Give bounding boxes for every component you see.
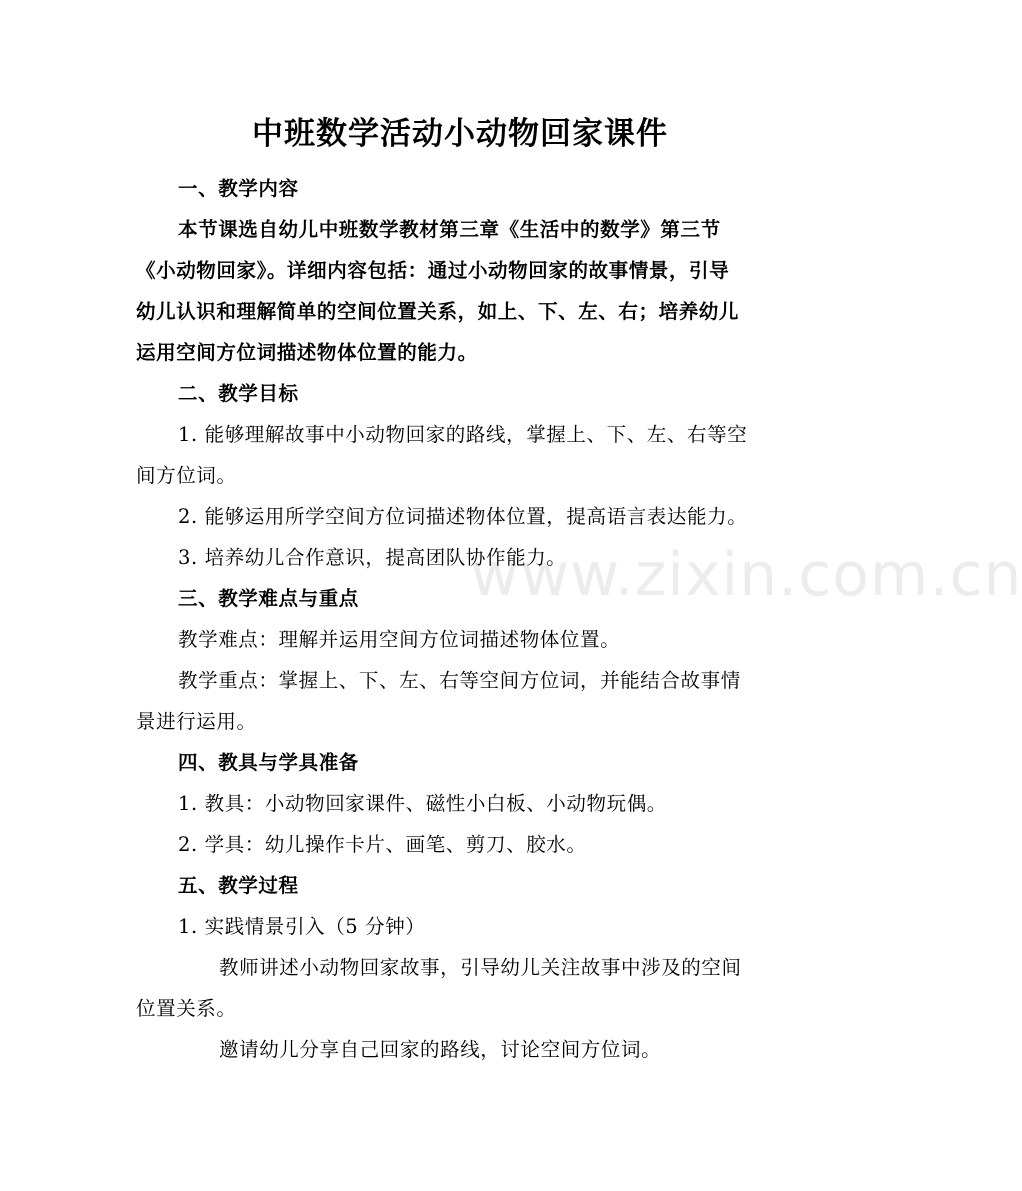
- process-paragraph-line: 位置关系。: [136, 997, 237, 1020]
- content-paragraph-line: 《小动物回家》。详细内容包括：通过小动物回家的故事情景，引导: [136, 259, 730, 282]
- objective-item-3: 3. 培养幼儿合作意识，提高团队协作能力。: [178, 546, 567, 569]
- process-paragraph-line: 教师讲述小动物回家故事，引导幼儿关注故事中涉及的空间: [219, 956, 742, 979]
- objective-item-2: 2. 能够运用所学空间方位词描述物体位置，提高语言表达能力。: [178, 505, 748, 528]
- process-step-1: 1. 实践情景引入（5 分钟）: [178, 915, 426, 938]
- section-heading-5: 五、教学过程: [178, 874, 299, 897]
- key-point-text-cont: 景进行运用。: [136, 710, 257, 733]
- content-paragraph-line: 运用空间方位词描述物体位置的能力。: [136, 341, 478, 364]
- process-paragraph-line: 邀请幼儿分享自己回家的路线，讨论空间方位词。: [219, 1038, 662, 1061]
- difficulty-text: 教学难点：理解并运用空间方位词描述物体位置。: [178, 628, 621, 651]
- content-paragraph-line: 本节课选自幼儿中班数学教材第三章《生活中的数学》第三节: [178, 218, 721, 241]
- objective-item-1-cont: 间方位词。: [136, 464, 237, 487]
- section-heading-1: 一、教学内容: [178, 177, 299, 200]
- section-heading-4: 四、教具与学具准备: [178, 751, 359, 774]
- objective-item-1: 1. 能够理解故事中小动物回家的路线，掌握上、下、左、右等空: [178, 423, 748, 446]
- teaching-aids-item: 1. 教具：小动物回家课件、磁性小白板、小动物玩偶。: [178, 792, 667, 815]
- page-title: 中班数学活动小动物回家课件: [252, 116, 668, 152]
- watermark: www.zixin.com.cn: [470, 540, 1022, 610]
- learning-aids-item: 2. 学具：幼儿操作卡片、画笔、剪刀、胶水。: [178, 833, 587, 856]
- section-heading-2: 二、教学目标: [178, 382, 299, 405]
- content-paragraph-line: 幼儿认识和理解简单的空间位置关系，如上、下、左、右；培养幼儿: [136, 300, 740, 323]
- key-point-text: 教学重点：掌握上、下、左、右等空间方位词，并能结合故事情: [178, 669, 741, 692]
- section-heading-3: 三、教学难点与重点: [178, 587, 359, 610]
